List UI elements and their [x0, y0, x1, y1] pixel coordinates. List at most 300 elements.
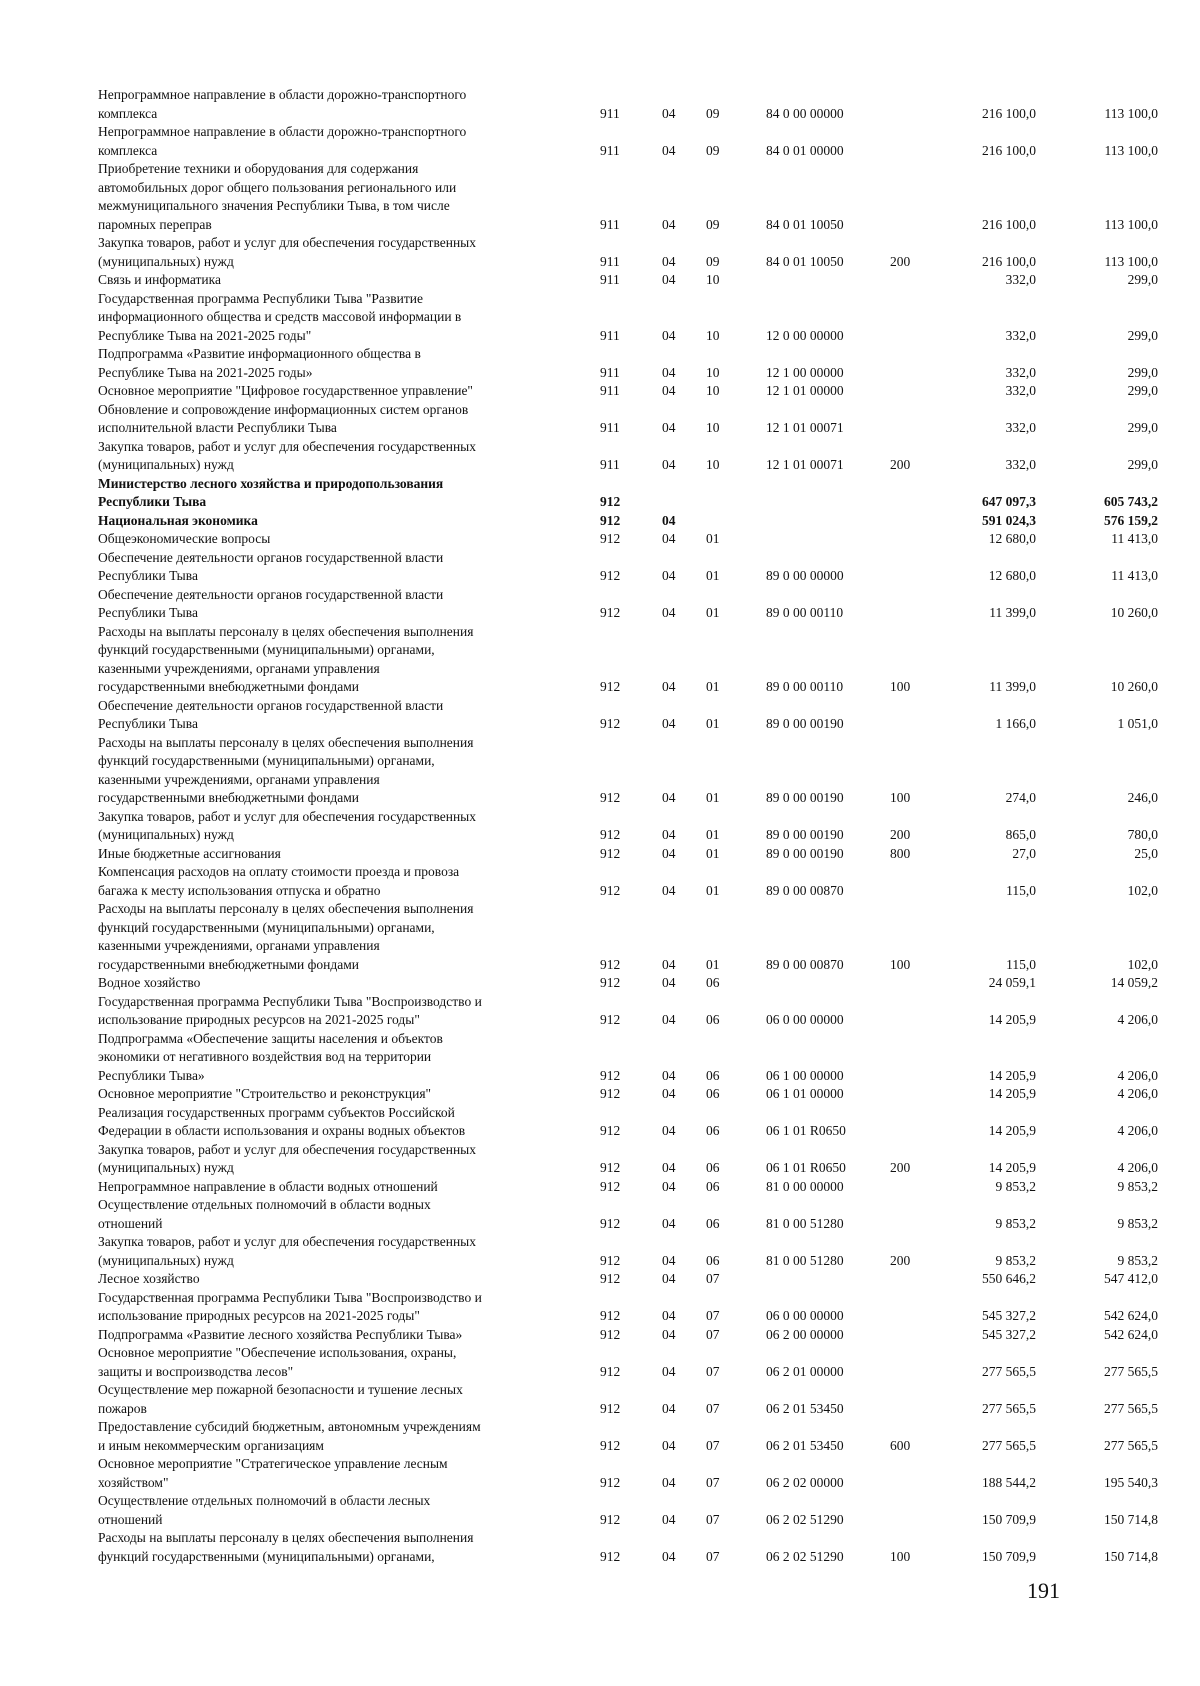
row-section-code: 04 — [662, 1012, 676, 1027]
table-row — [0, 900, 1200, 974]
row-amount-year-1: 647 097,3 — [982, 494, 1036, 509]
row-subsection-code: 09 — [706, 105, 720, 121]
row-amount-year-1: 115,0 — [1006, 956, 1036, 972]
row-amount-year-1: 216 100,0 — [982, 216, 1036, 232]
row-section-code: 04 — [662, 1548, 676, 1564]
row-subsection-code: 07 — [706, 1400, 720, 1416]
row-section-code: 04 — [662, 1437, 676, 1453]
row-admin-code: 911 — [600, 420, 620, 435]
row-admin-code: 912 — [600, 1215, 621, 1231]
row-name: Министерство лесного хозяйства и природопользования Республики Тыва — [98, 475, 444, 509]
row-amount-year-2: 102,0 — [1127, 882, 1158, 898]
table-row — [0, 586, 1200, 623]
row-subsection-code: 07 — [706, 1308, 720, 1323]
row-subsection-code: 01 — [706, 882, 720, 898]
row-target-article: 12 1 00 00000 — [766, 364, 844, 380]
row-section-code: 04 — [662, 457, 676, 472]
row-expense-type: 100 — [890, 679, 911, 694]
row-amount-year-1: 150 709,9 — [982, 1511, 1036, 1527]
row-amount-year-2: 277 565,5 — [1104, 1400, 1158, 1416]
row-expense-type: 100 — [890, 790, 911, 805]
row-target-article: 06 2 00 00000 — [766, 1326, 844, 1342]
table-row — [0, 863, 1200, 900]
row-admin-code: 912 — [600, 827, 621, 842]
row-name: Основное мероприятие "Цифровое государственное управление" — [98, 383, 473, 398]
row-amount-year-1: 332,0 — [1005, 457, 1036, 472]
row-subsection-code: 10 — [706, 327, 720, 343]
table-row — [0, 1529, 1200, 1566]
row-section-code: 04 — [662, 1271, 676, 1286]
row-subsection-code: 01 — [706, 845, 720, 861]
row-subsection-code: 06 — [706, 1252, 720, 1268]
row-target-article: 06 2 01 53450 — [766, 1400, 844, 1416]
row-amount-year-2: 4 206,0 — [1117, 1160, 1158, 1175]
row-subsection-code: 06 — [706, 1123, 720, 1138]
row-admin-code: 912 — [600, 1437, 621, 1453]
row-subsection-code: 01 — [706, 679, 720, 694]
row-section-code: 04 — [662, 845, 676, 861]
row-name: Расходы на выплаты персоналу в целях обеспечения выполнения функций государственными (муниципальными) органами, казенными учреждениями, органами управления государственными внебюджетными фондами — [98, 901, 474, 972]
row-amount-year-2: 542 624,0 — [1104, 1326, 1158, 1342]
table-row — [0, 974, 1200, 993]
row-admin-code: 911 — [600, 457, 620, 472]
row-admin-code: 911 — [600, 216, 620, 232]
table-row — [0, 1233, 1200, 1270]
table-row — [0, 1196, 1200, 1233]
row-name: Закупка товаров, работ и услуг для обеспечения государственных (муниципальных) нужд — [98, 438, 477, 472]
table-row — [0, 1326, 1200, 1345]
table-row — [0, 530, 1200, 549]
row-subsection-code: 10 — [706, 457, 720, 472]
row-amount-year-1: 277 565,5 — [982, 1437, 1036, 1453]
row-subsection-code: 07 — [706, 1548, 720, 1564]
row-target-article: 84 0 00 00000 — [766, 105, 844, 121]
row-section-code: 04 — [662, 531, 676, 546]
table-row — [0, 1344, 1200, 1381]
row-subsection-code: 10 — [706, 383, 720, 398]
table-row — [0, 475, 1200, 512]
row-name: Расходы на выплаты персоналу в целях обеспечения выполнения функций государственными (муниципальными) органами, — [98, 1530, 474, 1564]
table-row — [0, 401, 1200, 438]
row-section-code: 04 — [662, 272, 676, 287]
row-amount-year-1: 865,0 — [1005, 827, 1036, 842]
row-name: Обновление и сопровождение информационных систем органов исполнительной власти Республики Тыва — [98, 401, 469, 435]
row-amount-year-2: 11 413,0 — [1111, 568, 1158, 583]
row-target-article: 12 1 01 00071 — [766, 420, 844, 435]
row-expense-type: 800 — [890, 845, 911, 861]
row-amount-year-1: 1 166,0 — [995, 716, 1036, 731]
table-row — [0, 1289, 1200, 1326]
row-name: Обеспечение деятельности органов государственной власти Республики Тыва — [98, 549, 444, 583]
row-admin-code: 912 — [600, 1400, 621, 1416]
row-subsection-code: 01 — [706, 716, 720, 731]
row-subsection-code: 09 — [706, 216, 720, 232]
row-target-article: 06 0 00 00000 — [766, 1308, 844, 1323]
row-admin-code: 912 — [600, 1123, 621, 1138]
row-section-code: 04 — [662, 1363, 676, 1379]
row-admin-code: 912 — [600, 679, 621, 694]
row-section-code: 04 — [662, 1252, 676, 1268]
row-section-code: 04 — [662, 253, 676, 269]
row-target-article: 89 0 00 00870 — [766, 882, 844, 898]
row-name: Закупка товаров, работ и услуг для обеспечения государственных (муниципальных) нужд — [98, 235, 477, 269]
row-subsection-code: 06 — [706, 1012, 720, 1027]
row-amount-year-1: 9 853,2 — [995, 1252, 1036, 1268]
row-amount-year-2: 150 714,8 — [1104, 1511, 1158, 1527]
table-row — [0, 438, 1200, 475]
row-name: Непрограммное направление в области дорожно-транспортного комплекса — [98, 87, 467, 121]
row-name: Расходы на выплаты персоналу в целях обеспечения выполнения функций государственными (муниципальными) органами, казенными учреждениями, органами управления государственными внебюджетными фондами — [98, 734, 474, 805]
row-target-article: 89 0 00 00000 — [766, 568, 844, 583]
row-name: Непрограммное направление в области дорожно-транспортного комплекса — [98, 124, 467, 158]
row-amount-year-2: 195 540,3 — [1104, 1474, 1158, 1490]
row-target-article: 81 0 00 51280 — [766, 1252, 844, 1268]
row-subsection-code: 01 — [706, 605, 720, 620]
table-row — [0, 845, 1200, 864]
row-subsection-code: 06 — [706, 1086, 720, 1101]
row-expense-type: 600 — [890, 1437, 911, 1453]
row-name: Связь и информатика — [98, 272, 221, 287]
row-admin-code: 912 — [600, 494, 621, 509]
row-target-article: 06 2 02 51290 — [766, 1511, 844, 1527]
row-target-article: 06 1 01 R0650 — [766, 1123, 846, 1138]
row-amount-year-1: 14 205,9 — [988, 1067, 1036, 1083]
row-amount-year-2: 113 100,0 — [1104, 142, 1158, 158]
row-expense-type: 100 — [890, 956, 911, 972]
row-expense-type: 200 — [890, 1160, 911, 1175]
row-amount-year-2: 9 853,2 — [1117, 1178, 1158, 1194]
row-amount-year-2: 299,0 — [1127, 457, 1158, 472]
row-section-code: 04 — [662, 142, 676, 158]
row-subsection-code: 06 — [706, 1067, 720, 1083]
row-amount-year-1: 115,0 — [1006, 882, 1036, 898]
table-row — [0, 1141, 1200, 1178]
row-name: Обеспечение деятельности органов государственной власти Республики Тыва — [98, 586, 444, 620]
row-amount-year-2: 9 853,2 — [1117, 1252, 1158, 1268]
row-name: Расходы на выплаты персоналу в целях обеспечения выполнения функций государственными (муниципальными) органами, казенными учреждениями, органами управления государственными внебюджетными фондами — [98, 623, 474, 694]
table-row — [0, 234, 1200, 271]
row-target-article: 12 1 01 00000 — [766, 383, 844, 398]
row-name: Закупка товаров, работ и услуг для обеспечения государственных (муниципальных) нужд — [98, 1234, 477, 1268]
row-admin-code: 912 — [600, 605, 621, 620]
row-amount-year-2: 542 624,0 — [1104, 1308, 1158, 1323]
row-expense-type: 100 — [890, 1548, 911, 1564]
row-amount-year-1: 11 399,0 — [989, 679, 1036, 694]
row-amount-year-1: 14 205,9 — [988, 1086, 1036, 1101]
row-admin-code: 912 — [600, 1271, 621, 1286]
row-amount-year-2: 1 051,0 — [1117, 716, 1158, 731]
row-section-code: 04 — [662, 1511, 676, 1527]
row-target-article: 81 0 00 00000 — [766, 1178, 844, 1194]
row-section-code: 04 — [662, 827, 676, 842]
row-name: Основное мероприятие "Строительство и реконструкция" — [98, 1086, 432, 1101]
row-subsection-code: 06 — [706, 1215, 720, 1231]
table-row — [0, 1381, 1200, 1418]
row-subsection-code: 10 — [706, 364, 720, 380]
row-subsection-code: 01 — [706, 568, 720, 583]
row-section-code: 04 — [662, 1067, 676, 1083]
row-name: Подпрограмма «Развитие лесного хозяйства Республики Тыва» — [98, 1326, 463, 1342]
row-section-code: 04 — [662, 420, 676, 435]
row-amount-year-1: 332,0 — [1005, 420, 1036, 435]
row-subsection-code: 01 — [706, 956, 720, 972]
row-admin-code: 911 — [600, 383, 620, 398]
row-target-article: 06 1 01 00000 — [766, 1086, 844, 1101]
row-target-article: 89 0 00 00190 — [766, 827, 844, 842]
row-amount-year-1: 27,0 — [1012, 845, 1036, 861]
row-subsection-code: 07 — [706, 1271, 720, 1286]
row-target-article: 81 0 00 51280 — [766, 1215, 844, 1231]
row-section-code: 04 — [662, 568, 676, 583]
table-row — [0, 549, 1200, 586]
row-name: Закупка товаров, работ и услуг для обеспечения государственных (муниципальных) нужд — [98, 1141, 477, 1175]
row-name: Государственная программа Республики Тыва "Развитие информационного общества и средств массовой информации в Республике Тыва на 2021-2025 годы" — [98, 290, 462, 343]
row-admin-code: 912 — [600, 790, 621, 805]
row-expense-type: 200 — [890, 827, 911, 842]
row-name: Государственная программа Республики Тыва "Воспроизводство и использование природных ресурсов на 2021-2025 годы" — [98, 1289, 482, 1323]
table-row — [0, 734, 1200, 808]
row-admin-code: 912 — [600, 1548, 621, 1564]
table-row — [0, 697, 1200, 734]
row-name: Осуществление отдельных полномочий в области водных отношений — [98, 1197, 431, 1231]
row-target-article: 89 0 00 00190 — [766, 845, 844, 861]
row-subsection-code: 07 — [706, 1437, 720, 1453]
row-admin-code: 912 — [600, 512, 621, 528]
row-section-code: 04 — [662, 882, 676, 898]
row-amount-year-2: 299,0 — [1127, 327, 1158, 343]
table-row — [0, 86, 1200, 123]
row-section-code: 04 — [662, 956, 676, 972]
row-admin-code: 912 — [600, 845, 621, 861]
row-section-code: 04 — [662, 1160, 676, 1175]
row-subsection-code: 07 — [706, 1474, 720, 1490]
row-expense-type: 200 — [890, 457, 911, 472]
row-section-code: 04 — [662, 1474, 676, 1490]
row-amount-year-1: 150 709,9 — [982, 1548, 1036, 1564]
row-subsection-code: 01 — [706, 790, 720, 805]
row-amount-year-2: 113 100,0 — [1104, 105, 1158, 121]
row-section-code: 04 — [662, 327, 676, 343]
table-row — [0, 808, 1200, 845]
row-amount-year-1: 591 024,3 — [982, 512, 1036, 528]
table-row — [0, 1492, 1200, 1529]
row-expense-type: 200 — [890, 253, 911, 269]
row-section-code: 04 — [662, 716, 676, 731]
row-target-article: 06 2 01 53450 — [766, 1437, 844, 1453]
table-row — [0, 271, 1200, 290]
row-amount-year-2: 4 206,0 — [1117, 1123, 1158, 1138]
row-admin-code: 912 — [600, 531, 621, 546]
row-admin-code: 911 — [600, 253, 620, 269]
row-section-code: 04 — [662, 1326, 676, 1342]
row-name: Основное мероприятие "Обеспечение использования, охраны, защиты и воспроизводства лесов" — [98, 1345, 457, 1379]
row-subsection-code: 10 — [706, 420, 720, 435]
row-expense-type: 200 — [890, 1252, 911, 1268]
row-admin-code: 911 — [600, 327, 620, 343]
row-name: Предоставление субсидий бюджетным, автономным учреждениям и иным некоммерческим организациям — [98, 1419, 481, 1453]
table-row — [0, 993, 1200, 1030]
row-amount-year-1: 188 544,2 — [982, 1474, 1036, 1490]
table-row — [0, 623, 1200, 697]
row-section-code: 04 — [662, 679, 676, 694]
table-row — [0, 1104, 1200, 1141]
row-admin-code: 912 — [600, 882, 621, 898]
table-row — [0, 290, 1200, 346]
row-amount-year-2: 4 206,0 — [1117, 1067, 1158, 1083]
row-amount-year-1: 216 100,0 — [982, 142, 1036, 158]
row-target-article: 89 0 00 00110 — [766, 679, 844, 694]
row-admin-code: 912 — [600, 1363, 621, 1379]
row-admin-code: 911 — [600, 105, 620, 121]
row-admin-code: 911 — [600, 272, 620, 287]
row-amount-year-2: 299,0 — [1127, 383, 1158, 398]
row-name: Национальная экономика — [98, 512, 258, 528]
row-name: Непрограммное направление в области водных отношений — [98, 1178, 438, 1194]
row-section-code: 04 — [662, 1400, 676, 1416]
page-number: 191 — [1027, 1578, 1060, 1603]
row-target-article: 89 0 00 00870 — [766, 956, 844, 972]
row-amount-year-1: 9 853,2 — [995, 1215, 1036, 1231]
row-admin-code: 912 — [600, 1474, 621, 1490]
row-name: Общеэкономические вопросы — [98, 531, 271, 546]
row-amount-year-1: 332,0 — [1005, 383, 1036, 398]
row-name: Обеспечение деятельности органов государственной власти Республики Тыва — [98, 697, 444, 731]
row-subsection-code: 07 — [706, 1511, 720, 1527]
row-name: Реализация государственных программ субъектов Российской Федерации в области использования и охраны водных объектов — [98, 1104, 466, 1138]
row-subsection-code: 07 — [706, 1363, 720, 1379]
row-admin-code: 911 — [600, 364, 620, 380]
row-amount-year-1: 216 100,0 — [982, 105, 1036, 121]
row-amount-year-2: 25,0 — [1134, 845, 1158, 861]
row-target-article: 12 0 00 00000 — [766, 327, 844, 343]
row-amount-year-2: 299,0 — [1127, 272, 1158, 287]
row-amount-year-2: 246,0 — [1127, 790, 1158, 805]
row-subsection-code: 01 — [706, 827, 720, 842]
row-name: Подпрограмма «Развитие информационного общества в Республике Тыва на 2021-2025 годы» — [98, 346, 421, 380]
row-admin-code: 912 — [600, 975, 621, 990]
row-name: Подпрограмма «Обеспечение защиты населения и объектов экономики от негативного воздействия вод на территории Республики Тыва» — [98, 1030, 443, 1083]
row-amount-year-1: 545 327,2 — [982, 1326, 1036, 1342]
row-amount-year-2: 605 743,2 — [1104, 494, 1158, 509]
row-name: Государственная программа Республики Тыва "Воспроизводство и использование природных ресурсов на 2021-2025 годы" — [98, 993, 482, 1027]
row-admin-code: 912 — [600, 1086, 621, 1101]
row-section-code: 04 — [662, 975, 676, 990]
row-name: Осуществление мер пожарной безопасности и тушение лесных пожаров — [98, 1382, 463, 1416]
row-amount-year-1: 12 680,0 — [988, 568, 1036, 583]
row-target-article: 12 1 01 00071 — [766, 457, 844, 472]
row-name: Основное мероприятие "Стратегическое управление лесным хозяйством" — [98, 1456, 448, 1490]
row-target-article: 06 0 00 00000 — [766, 1012, 844, 1027]
row-name: Водное хозяйство — [98, 975, 201, 990]
row-target-article: 06 2 01 00000 — [766, 1363, 844, 1379]
row-admin-code: 912 — [600, 1308, 621, 1323]
row-admin-code: 912 — [600, 1511, 621, 1527]
row-amount-year-2: 277 565,5 — [1104, 1363, 1158, 1379]
row-subsection-code: 01 — [706, 531, 720, 546]
row-section-code: 04 — [662, 790, 676, 805]
table-row — [0, 1085, 1200, 1104]
row-amount-year-1: 332,0 — [1005, 364, 1036, 380]
row-section-code: 04 — [662, 1123, 676, 1138]
row-admin-code: 912 — [600, 1252, 621, 1268]
row-target-article: 84 0 01 10050 — [766, 216, 844, 232]
row-subsection-code: 09 — [706, 142, 720, 158]
row-target-article: 06 2 02 00000 — [766, 1474, 844, 1490]
row-section-code: 04 — [662, 1086, 676, 1101]
row-amount-year-1: 332,0 — [1005, 272, 1036, 287]
table-row — [0, 123, 1200, 160]
row-amount-year-1: 277 565,5 — [982, 1400, 1036, 1416]
row-amount-year-2: 9 853,2 — [1117, 1215, 1158, 1231]
row-admin-code: 911 — [600, 142, 620, 158]
row-target-article: 06 2 02 51290 — [766, 1548, 844, 1564]
row-subsection-code: 09 — [706, 253, 720, 269]
row-subsection-code: 10 — [706, 272, 720, 287]
table-row — [0, 1418, 1200, 1455]
row-amount-year-2: 113 100,0 — [1104, 253, 1158, 269]
row-amount-year-2: 11 413,0 — [1111, 531, 1158, 546]
row-amount-year-2: 113 100,0 — [1104, 216, 1158, 232]
row-subsection-code: 06 — [706, 1178, 720, 1194]
row-target-article: 89 0 00 00110 — [766, 605, 844, 620]
row-subsection-code: 06 — [706, 1160, 720, 1175]
row-amount-year-2: 14 059,2 — [1110, 975, 1158, 990]
row-amount-year-1: 14 205,9 — [988, 1123, 1036, 1138]
row-amount-year-2: 576 159,2 — [1104, 512, 1158, 528]
row-section-code: 04 — [662, 1178, 676, 1194]
table-row — [0, 1455, 1200, 1492]
row-admin-code: 912 — [600, 1012, 621, 1027]
row-amount-year-2: 10 260,0 — [1110, 605, 1158, 620]
row-target-article: 06 1 00 00000 — [766, 1067, 844, 1083]
row-admin-code: 912 — [600, 1326, 621, 1342]
row-section-code: 04 — [662, 383, 676, 398]
row-amount-year-2: 4 206,0 — [1117, 1086, 1158, 1101]
row-name: Иные бюджетные ассигнования — [98, 845, 281, 861]
table-row — [0, 160, 1200, 234]
row-amount-year-1: 11 399,0 — [989, 605, 1036, 620]
row-amount-year-2: 299,0 — [1127, 364, 1158, 380]
row-section-code: 04 — [662, 1308, 676, 1323]
row-target-article: 89 0 00 00190 — [766, 716, 844, 731]
row-amount-year-1: 14 205,9 — [988, 1160, 1036, 1175]
row-admin-code: 912 — [600, 956, 621, 972]
row-amount-year-1: 274,0 — [1005, 790, 1036, 805]
row-name: Осуществление отдельных полномочий в области лесных отношений — [98, 1493, 431, 1527]
row-subsection-code: 07 — [706, 1326, 720, 1342]
row-amount-year-1: 24 059,1 — [988, 975, 1036, 990]
table-row — [0, 345, 1200, 382]
row-amount-year-1: 216 100,0 — [982, 253, 1036, 269]
row-admin-code: 912 — [600, 1160, 621, 1175]
table-row — [0, 1178, 1200, 1197]
row-admin-code: 912 — [600, 1178, 621, 1194]
row-admin-code: 912 — [600, 716, 621, 731]
row-amount-year-2: 150 714,8 — [1104, 1548, 1158, 1564]
table-row — [0, 382, 1200, 401]
row-amount-year-2: 547 412,0 — [1104, 1271, 1158, 1286]
row-amount-year-1: 332,0 — [1005, 327, 1036, 343]
row-section-code: 04 — [662, 364, 676, 380]
row-amount-year-2: 102,0 — [1127, 956, 1158, 972]
row-amount-year-2: 780,0 — [1127, 827, 1158, 842]
row-amount-year-1: 14 205,9 — [988, 1012, 1036, 1027]
row-admin-code: 912 — [600, 568, 621, 583]
row-amount-year-1: 9 853,2 — [995, 1178, 1036, 1194]
row-amount-year-1: 545 327,2 — [982, 1308, 1036, 1323]
table-row — [0, 1270, 1200, 1289]
row-target-article: 84 0 01 10050 — [766, 253, 844, 269]
